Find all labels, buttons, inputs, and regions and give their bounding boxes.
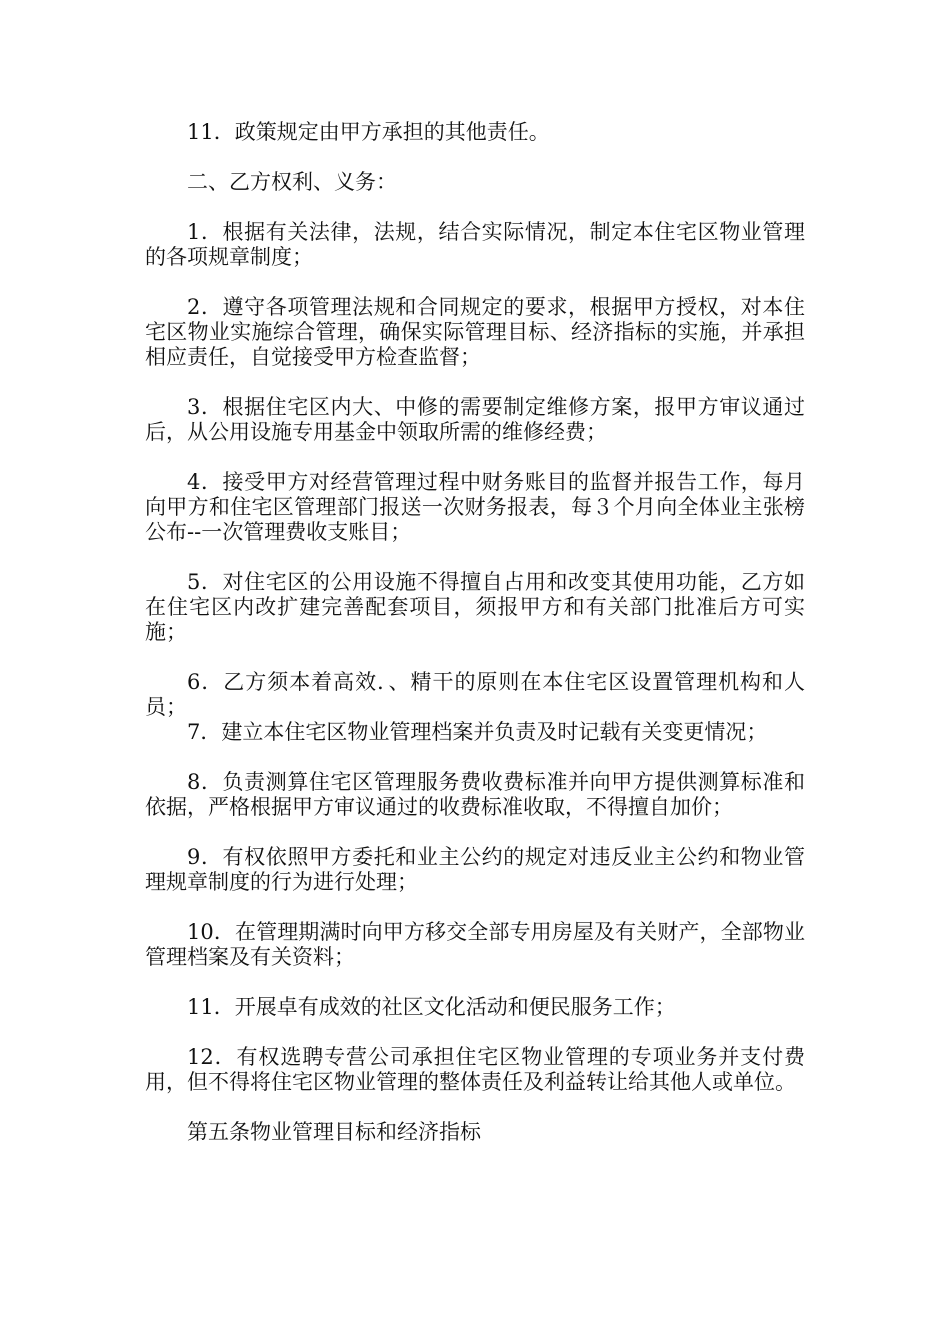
section-heading-party-b: 二、乙方权利、义务： bbox=[187, 170, 397, 194]
paragraph-item-5: 5．对住宅区的公用设施不得擅自占用和改变其使用功能，乙方如在住宅区内改扩建完善配套项目，须报甲方和有关部门批准后方可实施； bbox=[145, 570, 805, 644]
paragraph-item-8: 8．负责测算住宅区管理服务费收费标准并向甲方提供测算标准和依据，严格根据甲方审议通过的收费标准收取，不得擅自加价； bbox=[145, 770, 805, 819]
paragraph-item-11: 11．开展卓有成效的社区文化活动和便民服务工作； bbox=[187, 995, 676, 1019]
paragraph-item-7: 7．建立本住宅区物业管理档案并负责及时记载有关变更情况； bbox=[187, 720, 768, 744]
paragraph-party-a-other-duties: 11．政策规定由甲方承担的其他责任。 bbox=[187, 120, 550, 144]
paragraph-item-3: 3．根据住宅区内大、中修的需要制定维修方案，报甲方审议通过后，从公用设施专用基金中领取所需的维修经费； bbox=[145, 395, 805, 444]
paragraph-item-1: 1．根据有关法律，法规，结合实际情况，制定本住宅区物业管理的各项规章制度； bbox=[145, 220, 805, 269]
paragraph-item-2: 2．遵守各项管理法规和合同规定的要求，根据甲方授权，对本住宅区物业实施综合管理，确保实际管理目标、经济指标的实施，并承担相应责任，自觉接受甲方检查监督； bbox=[145, 295, 805, 369]
paragraph-item-4: 4．接受甲方对经营管理过程中财务账目的监督并报告工作，每月向甲方和住宅区管理部门报送一次财务报表，每３个月向全体业主张榜公布--一次管理费收支账目； bbox=[145, 470, 805, 544]
paragraph-item-9: 9．有权依照甲方委托和业主公约的规定对违反业主公约和物业管理规章制度的行为进行处理； bbox=[145, 845, 805, 894]
document-body bbox=[145, 120, 805, 1170]
article-five-heading: 第五条物业管理目标和经济指标 bbox=[187, 1120, 481, 1144]
paragraph-item-12: 12．有权选聘专营公司承担住宅区物业管理的专项业务并支付费用，但不得将住宅区物业管理的整体责任及利益转让给其他人或单位。 bbox=[145, 1045, 805, 1094]
paragraph-item-6: 6．乙方须本着高效．、精干的原则在本住宅区设置管理机构和人员； bbox=[145, 670, 805, 719]
paragraph-item-10: 10．在管理期满时向甲方移交全部专用房屋及有关财产，全部物业管理档案及有关资料； bbox=[145, 920, 805, 969]
